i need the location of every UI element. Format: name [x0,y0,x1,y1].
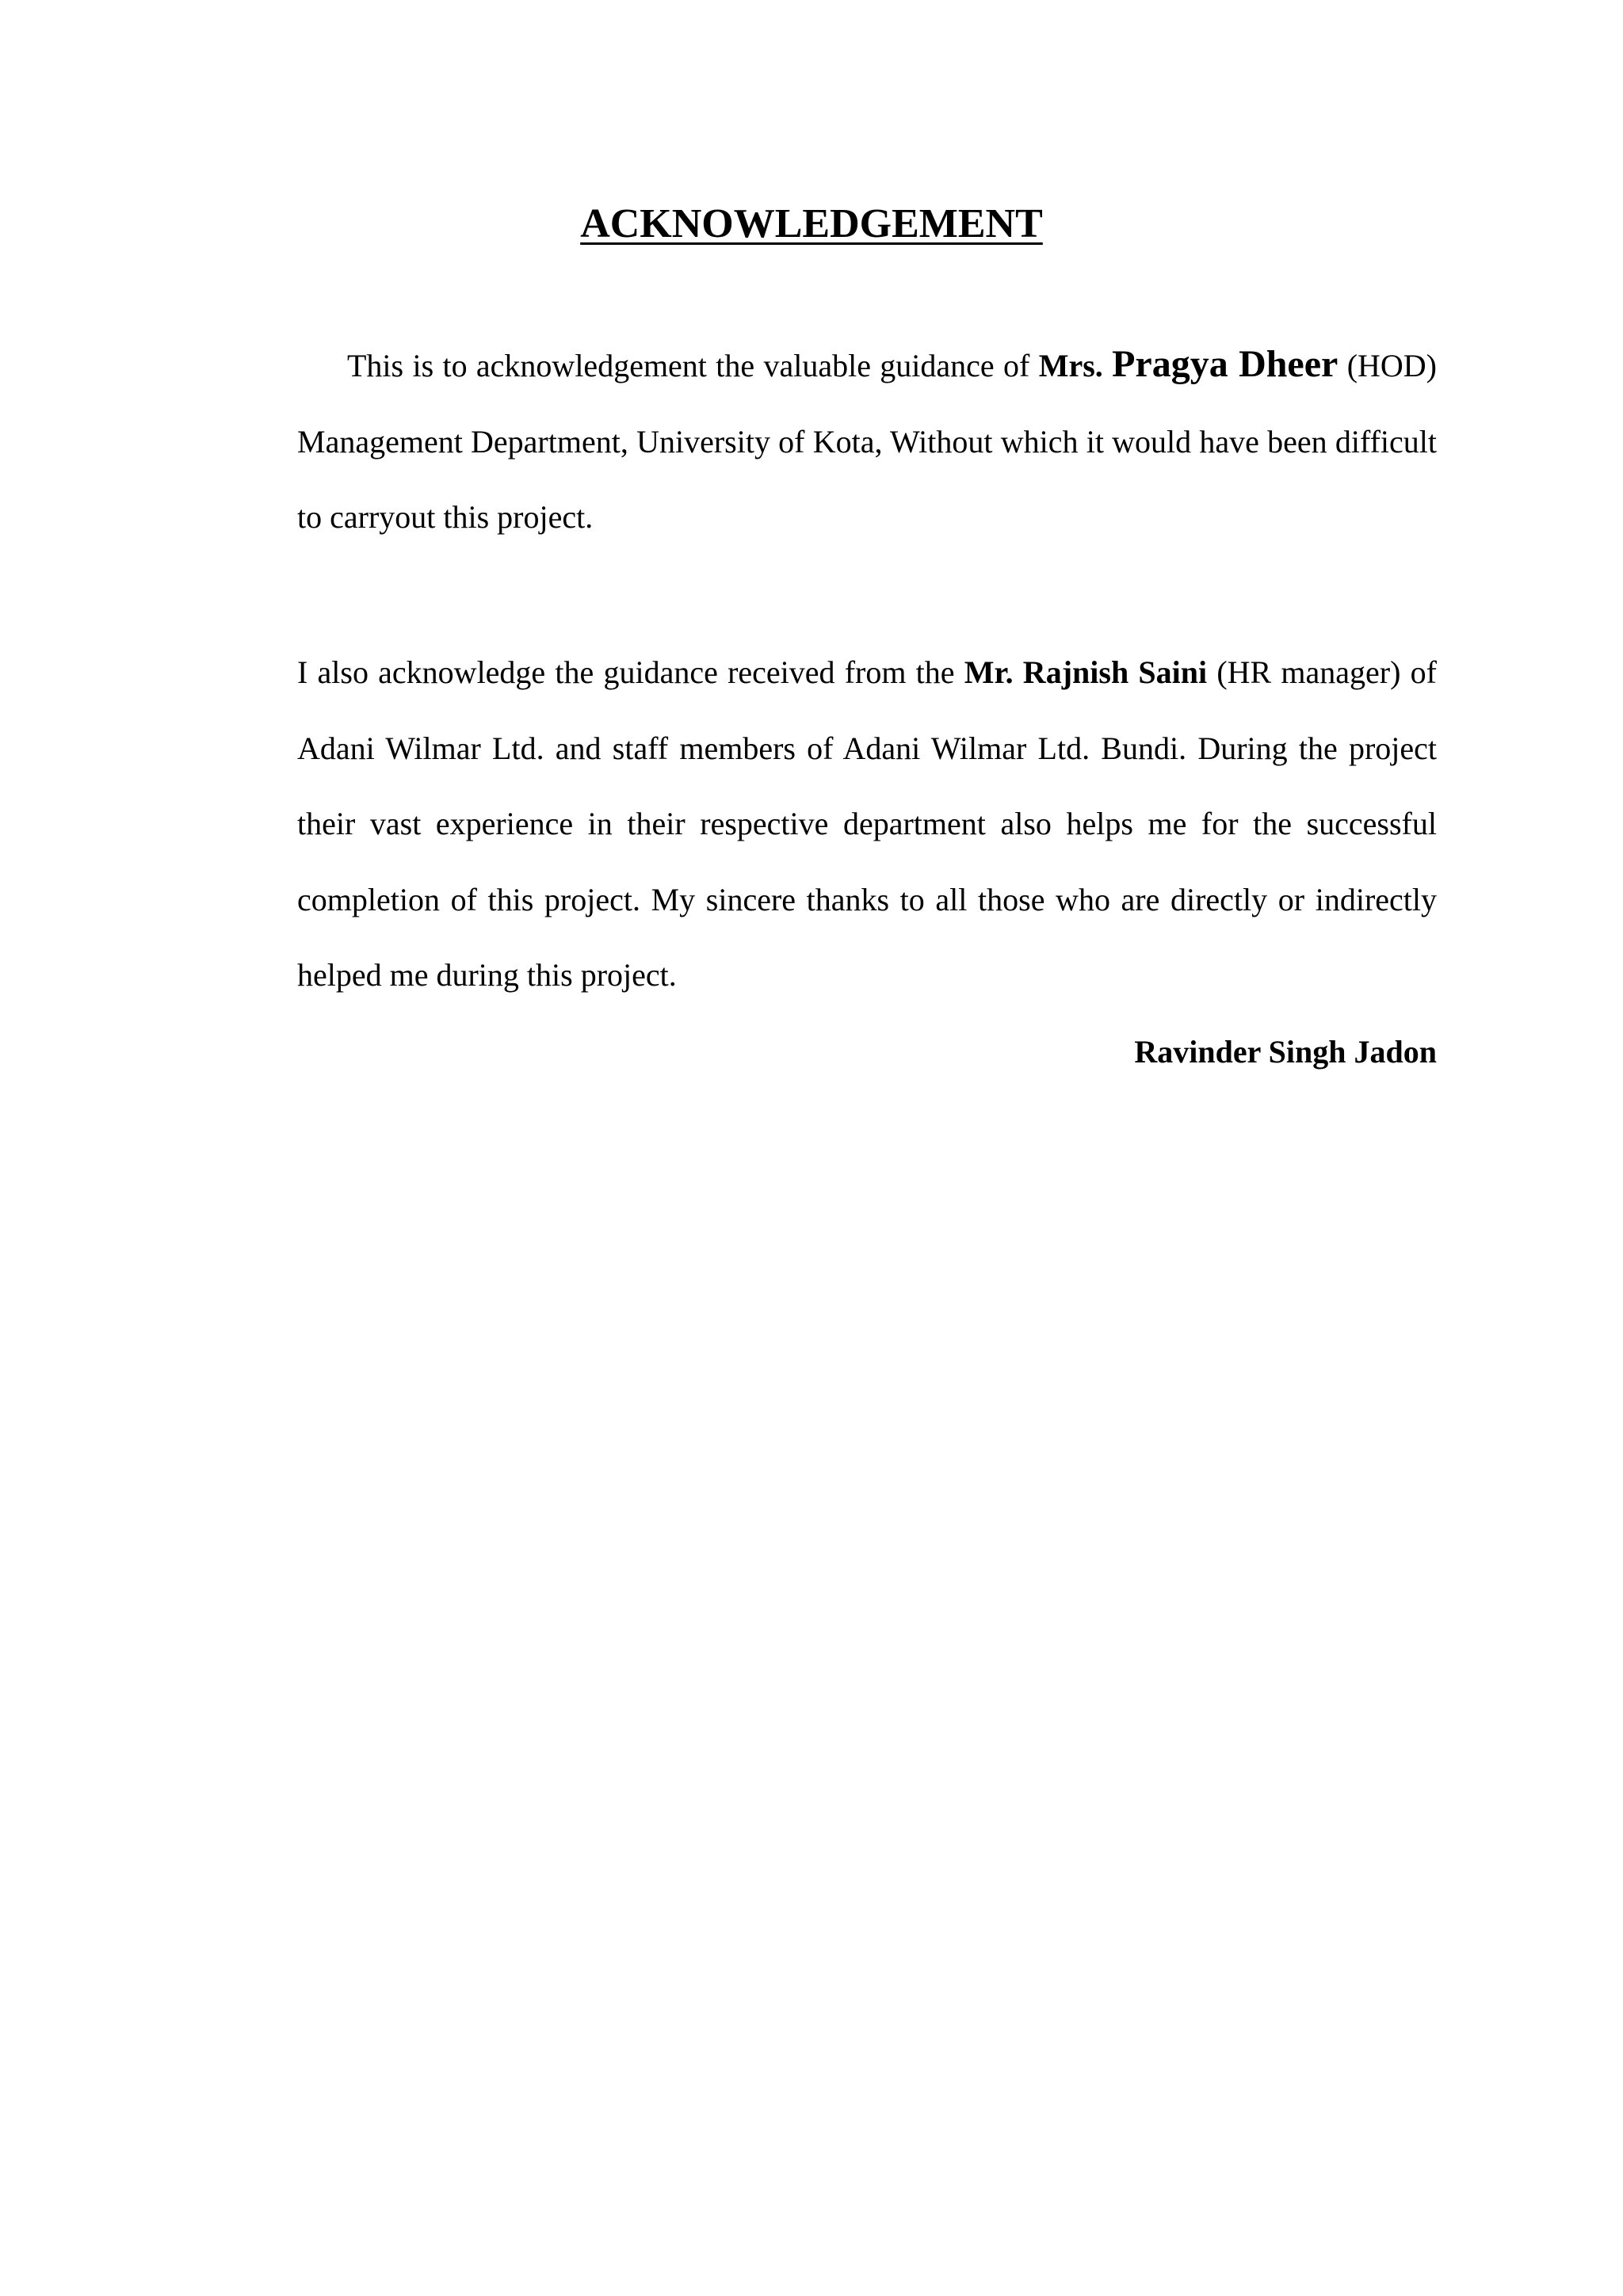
heading-text: ACKNOWLEDGEMENT [580,201,1043,246]
paragraph2-intro: I also acknowledge the guidance received from the [297,654,964,690]
paragraph1-intro: This is to acknowledgement the valuable guidance of [347,348,1039,383]
paragraph1-rest: (HOD) Management Department, University of Kota, Without which it would have been difficult to carryout this project. [297,348,1438,535]
page-heading [0,196,1623,252]
paragraph2-rest: (HR manager) of Adani Wilmar Ltd. and staff members of Adani Wilmar Ltd. Bundi. During the project their vast experience in their respective department also helps me for the successful completion of this project. My sincere thanks to all those who are directly or indirectly helped me during this project. [297,654,1437,993]
manager-name: Mr. Rajnish Saini [964,654,1208,690]
paragraph-guidance [297,326,1437,555]
guide-title-prefix: Mrs. [1038,348,1103,383]
paragraph-acknowledgement [297,635,1437,1013]
guide-name: Pragya Dheer [1112,343,1338,385]
signature-name: Ravinder Singh Jadon [1134,1034,1437,1070]
